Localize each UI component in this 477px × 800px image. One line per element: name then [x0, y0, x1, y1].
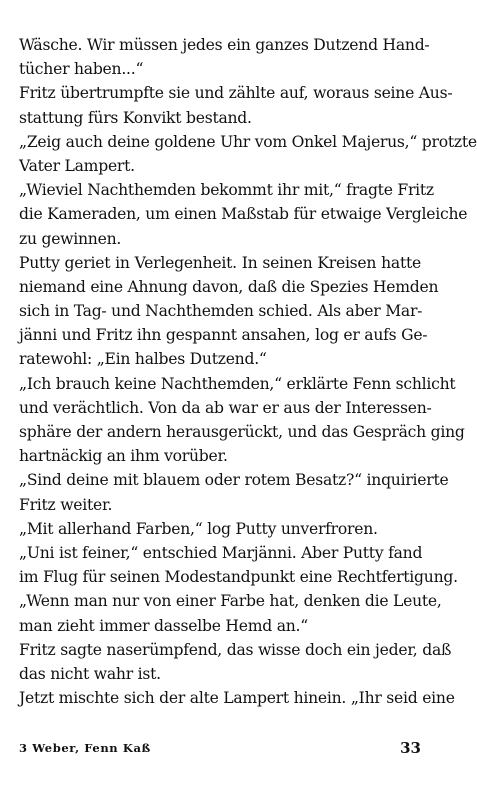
text-line: ratewohl: „Ein halbes Dutzend.“: [19, 350, 267, 369]
body-text: [19, 33, 477, 710]
text-line: „Ich brauch keine Nachthemden,“ erklärte Fenn schlicht: [19, 374, 456, 393]
text-line: Vater Lampert.: [19, 156, 135, 175]
text-line: Jetzt mischte sich der alte Lampert hinein. „Ihr seid eine: [19, 689, 455, 708]
text-line: niemand eine Ahnung davon, daß die Spezies Hemden: [19, 277, 439, 296]
page-footer: [19, 736, 421, 760]
text-line: sphäre der andern herausgerückt, und das Gespräch ging: [19, 423, 465, 441]
text-line: zu gewinnen.: [19, 229, 122, 248]
text-line: jänni und Fritz ihn gespannt ansahen, log er aufs Ge-: [19, 326, 428, 345]
text-line: stattung fürs Konvikt bestand.: [19, 108, 252, 127]
text-line: „Sind deine mit blauem oder rotem Besatz?“ inquirierte: [19, 471, 449, 490]
text-line: Fritz übertrumpfte sie und zählte auf, woraus seine Aus-: [19, 84, 453, 103]
text-line: hartnäckig an ihm vorüber.: [19, 447, 228, 466]
text-line: „Wieviel Nachthemden bekommt ihr mit,“ fragte Fritz: [19, 181, 434, 200]
page-number: 33: [400, 739, 421, 757]
text-line: man zieht immer dasselbe Hemd an.“: [19, 616, 308, 635]
text-line: Putty geriet in Verlegenheit. In seinen Kreisen hatte: [19, 253, 421, 272]
text-line: tücher haben...“: [19, 60, 144, 79]
text-line: „Wenn man nur von einer Farbe hat, denken die Leute,: [19, 592, 442, 611]
text-line: und verächtlich. Von da ab war er aus der Interessen-: [19, 398, 432, 417]
text-line: sich in Tag- und Nachthemden schied. Als aber Mar-: [19, 302, 423, 321]
text-line: Fritz sagte naserümpfend, das wisse doch ein jeder, daß: [19, 640, 452, 659]
text-line: „Zeig auch deine goldene Uhr vom Onkel Majerus,“ protzte: [19, 132, 477, 151]
text-line: die Kameraden, um einen Maßstab für etwaige Vergleiche: [19, 205, 468, 224]
printer-signature: 3 Weber, Fenn Kaß: [19, 741, 151, 755]
text-line: im Flug für seinen Modestandpunkt eine Rechtfertigung.: [19, 568, 458, 587]
text-line: das nicht wahr ist.: [19, 664, 161, 683]
text-line: „Mit allerhand Farben,“ log Putty unverfroren.: [19, 519, 378, 538]
text-line: „Uni ist feiner,“ entschied Marjänni. Aber Putty fand: [19, 543, 423, 562]
text-line: Fritz weiter.: [19, 495, 113, 514]
text-line: Wäsche. Wir müssen jedes ein ganzes Dutzend Hand-: [19, 36, 430, 54]
